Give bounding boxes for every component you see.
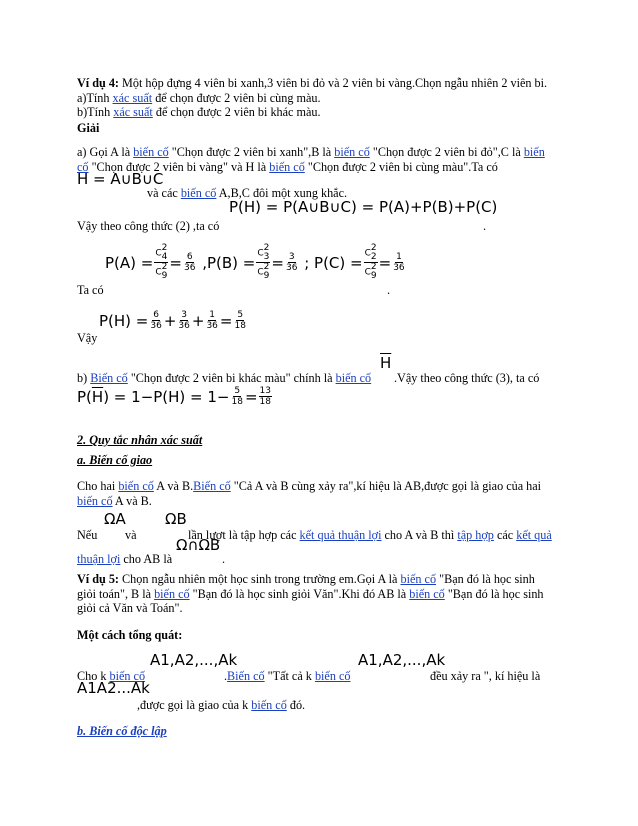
link-ket-qua-thuan-loi[interactable]: kết quả thuận lợi (299, 528, 382, 542)
link-bien-co[interactable]: biến cố (77, 494, 113, 508)
section-2-heading-link[interactable]: 2. Quy tắc nhân xác suất (77, 433, 203, 447)
c-symbol: C (155, 267, 162, 278)
link-bien-co-cut[interactable]: cố (77, 160, 89, 174)
fraction-combination-a (154, 244, 168, 281)
p-a-lhs: P(A) = (105, 253, 154, 272)
fraction-a-value: $\frac{6}{36}$ (183, 252, 196, 273)
equals-sign: = (169, 253, 182, 272)
link-bien-co-cut[interactable]: biến (523, 145, 545, 159)
sequence-a1-ak-1: A1,A2,...,Ak (150, 651, 238, 669)
link-thuan-loi[interactable]: thuận lợi (77, 552, 121, 566)
c-symbol: C (155, 248, 162, 259)
link-bien-co[interactable]: biến cố (133, 145, 169, 159)
ex5-text: giỏi toán", B là (77, 587, 155, 601)
fraction-3-36: $\frac{3}{36}$ (178, 310, 190, 331)
sec2-text: Nếu (77, 528, 98, 542)
omega-a-symbol: ΩA (104, 510, 126, 528)
link-bien-co[interactable]: biến cố (109, 669, 146, 683)
sec2-text: A và B. (112, 494, 152, 508)
link-bien-co[interactable]: biến cố (180, 186, 217, 200)
question-b-pre: b)Tính (77, 105, 114, 119)
ta-co-period: . (387, 283, 391, 297)
general-text: Cho k (77, 669, 110, 683)
link-bien-co[interactable]: Biến cố (90, 371, 128, 385)
general-text: ,được gọi là giao của k (137, 698, 252, 712)
link-bien-co[interactable]: biến cố (154, 587, 190, 601)
sec2-text: "Cả A và B cùng xảy ra",kí hiệu là AB,được gọi là giao của hai (230, 479, 542, 493)
equals-sign: = (219, 311, 233, 330)
subsection-b-heading (77, 724, 167, 739)
fraction-1-36: $\frac{1}{36}$ (206, 310, 218, 331)
sol-a-text: "Chọn được 2 viên bi đỏ",C là (369, 145, 524, 159)
question-b-post: để chọn được 2 viên bi khác màu. (152, 105, 321, 119)
general-line-1b (224, 669, 351, 684)
link-ket-qua[interactable]: kết quả (516, 528, 552, 542)
example-5-line-3: giỏi cả Văn và Toán". (77, 601, 183, 615)
section-2-heading (77, 433, 202, 448)
subsection-a-heading-link[interactable]: a. Biến cố giao (77, 453, 153, 467)
general-line-3 (137, 698, 305, 713)
sequence-a1-ak-2: A1,A2,...,Ak (358, 651, 446, 669)
fraction-b-value: $\frac{3}{36}$ (285, 252, 298, 273)
example-5-line-1 (77, 572, 535, 587)
fraction-6-36: $\frac{6}{36}$ (150, 310, 162, 331)
sec2-text: cho A và B thì (381, 528, 458, 542)
question-b (77, 105, 321, 120)
link-bien-co[interactable]: biến cố (251, 698, 287, 712)
question-a-post: để chọn được 2 viên bi cùng màu. (152, 91, 321, 105)
formula-p-h-values (99, 310, 248, 331)
va-label: và (125, 528, 137, 542)
equals-sign: = (378, 253, 392, 272)
intersection-def-line-3b (188, 528, 552, 543)
sol-b-text: b) (77, 371, 91, 385)
omega-b-symbol: ΩB (165, 510, 187, 528)
example-5-title: Ví dụ 5: (77, 572, 119, 586)
solution-heading: Giải (77, 121, 100, 135)
c-sub: 9 (161, 271, 168, 281)
solution-a-line-4 (77, 219, 219, 234)
ex5-text: "Bạn đó là học sinh (444, 587, 544, 601)
sec2-text: các (493, 528, 517, 542)
formula-p-h-sum: P(H) = P(A∪B∪C) = P(A)+P(B)+P(C) (229, 198, 498, 216)
formula-p-a (105, 244, 197, 281)
fraction-combination-c: C 2 2 C 2 9 (364, 243, 377, 281)
subsection-a-heading (77, 453, 152, 468)
link-bien-co[interactable]: biến cố (400, 572, 437, 586)
link-bien-co[interactable]: biến cố (334, 145, 370, 159)
question-a-pre: a)Tính (77, 91, 113, 105)
link-xac-suat-a[interactable]: xác suất (112, 91, 153, 105)
link-bien-co[interactable]: biến cố (314, 669, 351, 683)
sum-lhs: P(H) = (99, 311, 149, 330)
sec2-text: lần lượt là tập hợp các (188, 528, 300, 542)
c-sup: 2 (161, 243, 168, 253)
plus-sign: + (163, 311, 177, 330)
p-c-lhs: ; P(C) = (304, 253, 363, 272)
fraction-c-value: $\frac{1}{36}$ (393, 252, 405, 273)
sec2-text: cho AB là (120, 552, 173, 566)
line-4-period: . (483, 219, 487, 233)
link-bien-co[interactable]: biến cố (118, 479, 154, 493)
h-bar-symbol: $\overline{H}$ (380, 354, 392, 372)
formula-complement (77, 386, 273, 407)
general-text: . (224, 669, 228, 683)
intersection-def-line-1 (77, 479, 541, 494)
sec2-text: Cho hai (77, 479, 119, 493)
general-text: đó. (286, 698, 306, 712)
sol-a-text: a) Gọi A là (77, 145, 134, 159)
equals-sign: = (271, 253, 284, 272)
link-bien-co[interactable]: biến cố (409, 587, 445, 601)
link-tap-hop[interactable]: tập hợp (457, 528, 494, 542)
link-bien-co[interactable]: Biến cố (193, 479, 231, 493)
solution-a-line-1 (77, 145, 545, 160)
example-4-text: Một hộp đựng 4 viên bi xanh,3 viên bi đỏ và 2 viên bi vàng.Chọn ngẫu nhiên 2 viên bi. (119, 76, 548, 90)
example-4-line (77, 76, 547, 91)
solution-b-line (77, 371, 371, 386)
h-bar: $\overline{H}$ (91, 387, 104, 406)
intersection-def-line-3 (77, 528, 97, 543)
intersection-def-line-2 (77, 494, 152, 509)
example-5-line-2 (77, 587, 544, 602)
fraction-13-18: $\frac{13}{18}$ (259, 386, 271, 407)
link-bien-co[interactable]: biến cố (335, 371, 372, 385)
equals-sign: = (244, 387, 258, 406)
formula-probabilities (105, 244, 407, 281)
ex5-text: "Bạn đó là học sinh (436, 572, 535, 586)
link-bien-co[interactable]: Biến cố (227, 669, 265, 683)
p-b-lhs: ,P(B) = (202, 253, 256, 272)
fraction-5-18: $\frac{5}{18}$ (231, 386, 243, 407)
comp-mid: ) = 1−P(H) = 1− (103, 387, 230, 406)
question-a (77, 91, 321, 106)
intersection-def-line-4 (77, 552, 172, 567)
example-4-title: Ví dụ 4: (77, 76, 119, 90)
general-text: "Tất cả k (264, 669, 315, 683)
vay-label: Vậy (77, 331, 98, 345)
fraction-combination-b: C 2 3 C 2 9 (257, 243, 270, 281)
formula-p-b (202, 244, 299, 281)
sol-b-text: "Chọn được 2 viên bi khác màu" chính là (127, 371, 336, 385)
general-heading: Một cách tổng quát: (77, 628, 183, 642)
sol-a-text: A,B,C đôi một xung khắc. (216, 186, 348, 200)
formula-p-c (304, 244, 406, 281)
sol-a-text: và các (147, 186, 181, 200)
solution-b-tail: .Vậy theo công thức (3), ta có (394, 371, 540, 385)
sol-a-text: "Chọn được 2 viên bi xanh",B là (168, 145, 335, 159)
link-bien-co[interactable]: biến cố (269, 160, 305, 174)
general-line-1c: đều xảy ra ", kí hiệu là (430, 669, 541, 683)
sol-a-text: "Chọn được 2 viên bi vàng" và H là (88, 160, 270, 174)
ex5-text: "Bạn đó là học sinh giỏi Văn".Khi đó AB là (189, 587, 410, 601)
omega-intersection-symbol: Ω∩ΩB (176, 536, 221, 554)
sec2-text: A và B. (153, 479, 194, 493)
link-xac-suat-b[interactable]: xác suất (113, 105, 153, 119)
fraction-5-18: $\frac{5}{18}$ (234, 310, 246, 331)
line-4-end-period: . (222, 552, 226, 566)
formula-h-union: H = A∪B∪C (77, 170, 164, 188)
subsection-b-heading-link[interactable]: b. Biến cố độc lập (77, 724, 167, 738)
ex5-text: Chọn ngẫu nhiên một học sinh trong trường em.Gọi A là (119, 572, 401, 586)
c-sup: 2 (161, 262, 168, 272)
plus-sign: + (191, 311, 205, 330)
sol-a-text: Vậy theo công thức (2) ,ta có (77, 219, 220, 233)
comp-lhs: P( (77, 387, 92, 406)
sol-a-text: "Chọn được 2 viên bi cùng màu".Ta có (304, 160, 498, 174)
ta-co-label: Ta có (77, 283, 104, 297)
c-sub: 4 (161, 252, 168, 262)
product-a1-ak: A1A2...Ak (77, 679, 150, 697)
